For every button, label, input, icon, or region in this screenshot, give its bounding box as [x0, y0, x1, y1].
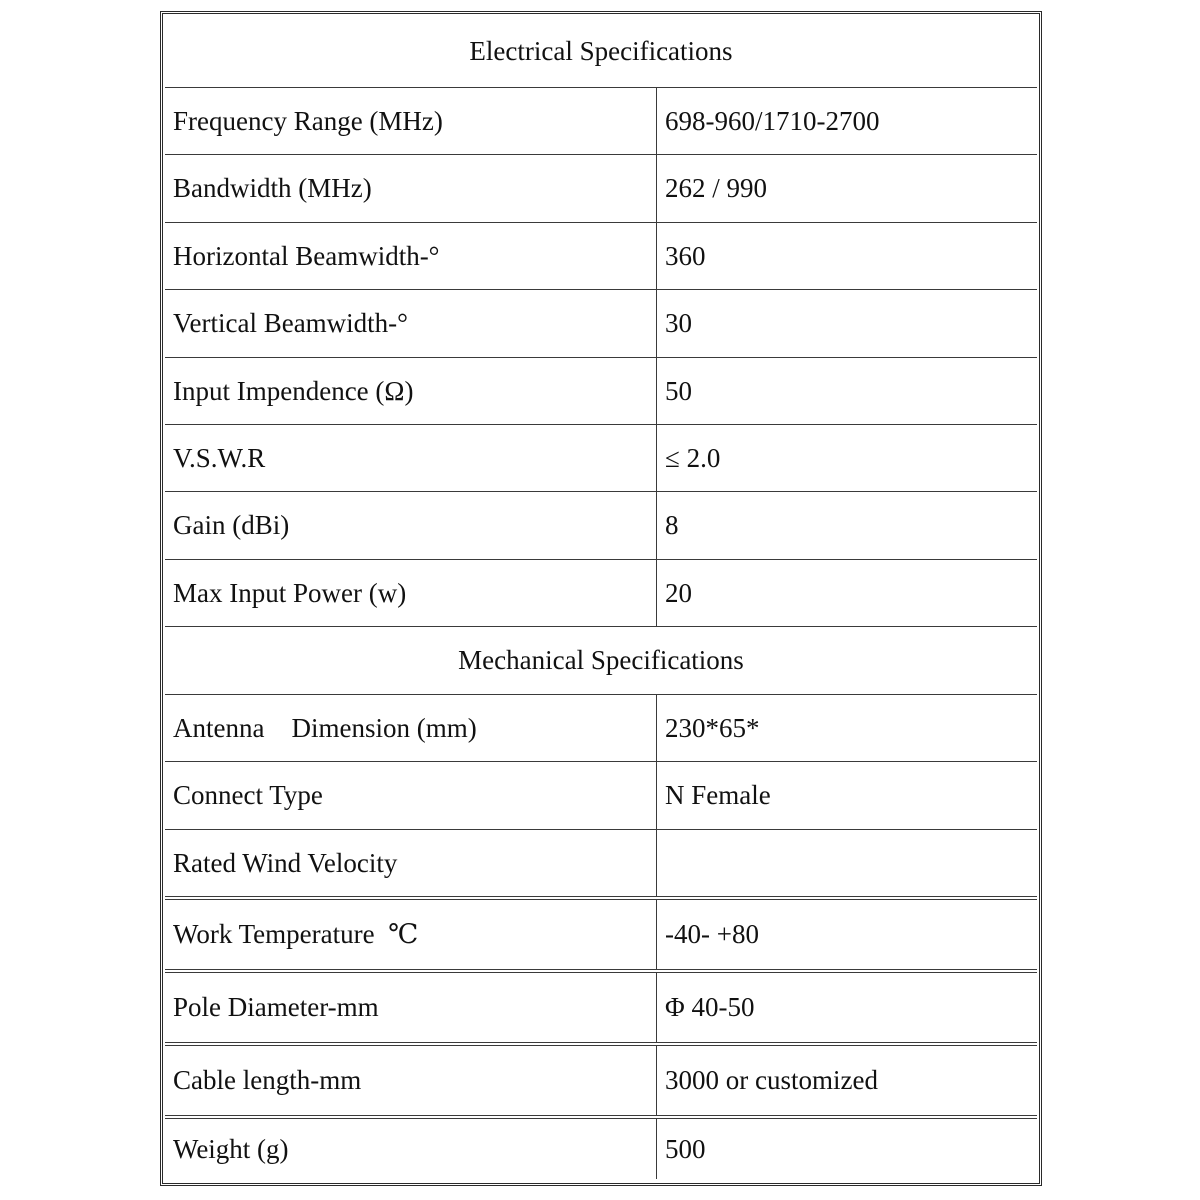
vertical-beamwidth-label: Vertical Beamwidth-° — [165, 290, 657, 357]
max-input-power-value: 20 — [665, 577, 692, 608]
antenna-dimension-label: Antenna Dimension (mm) — [165, 695, 657, 761]
table-row — [165, 695, 1037, 762]
cable-length-label: Cable length-mm — [165, 1046, 657, 1115]
vswr-label: V.S.W.R — [165, 425, 657, 491]
vswr-value: ≤ 2.0 — [665, 442, 721, 473]
table-row — [165, 762, 1037, 830]
table-row — [165, 1046, 1037, 1119]
electrical-section-title: Electrical Specifications — [469, 36, 733, 66]
gain-value: 8 — [665, 510, 679, 540]
table-row — [165, 358, 1037, 425]
table-row — [165, 425, 1037, 492]
table-row — [165, 492, 1037, 560]
bandwidth-value: 262 / 990 — [665, 173, 768, 203]
horizontal-beamwidth-value: 360 — [665, 240, 706, 271]
pole-diameter-label: Pole Diameter-mm — [165, 973, 657, 1042]
gain-label: Gain (dBi) — [165, 492, 657, 559]
table-row — [165, 155, 1037, 223]
spec-table-body — [165, 16, 1037, 1181]
antenna-dimension-value: 230*65* — [665, 712, 760, 743]
horizontal-beamwidth-label: Horizontal Beamwidth-° — [165, 223, 657, 289]
work-temperature-value: -40- +80 — [665, 919, 759, 949]
connect-type-value: N Female — [665, 780, 771, 810]
rated-wind-velocity-label: Rated Wind Velocity — [165, 830, 657, 896]
weight-label: Weight (g) — [165, 1119, 657, 1179]
input-impedance-value: 50 — [665, 375, 692, 406]
max-input-power-label: Max Input Power (w) — [165, 560, 657, 626]
table-row — [165, 973, 1037, 1046]
frequency-range-value: 698-960/1710-2700 — [665, 105, 880, 136]
electrical-header-row — [165, 16, 1037, 88]
mechanical-header-row — [165, 627, 1037, 695]
input-impedance-label: Input Impendence (Ω) — [165, 358, 657, 424]
work-temperature-label: Work Temperature ℃ — [165, 900, 657, 969]
table-row — [165, 1119, 1037, 1179]
cable-length-value: 3000 or customized — [665, 1065, 878, 1095]
table-row — [165, 88, 1037, 155]
table-row — [165, 290, 1037, 358]
mechanical-section-title: Mechanical Specifications — [458, 645, 744, 675]
bandwidth-label: Bandwidth (MHz) — [165, 155, 657, 222]
table-row — [165, 830, 1037, 900]
table-row — [165, 223, 1037, 290]
weight-value: 500 — [665, 1133, 706, 1164]
rated-wind-velocity-value — [657, 830, 1037, 896]
vertical-beamwidth-value: 30 — [665, 308, 692, 338]
pole-diameter-value: Φ 40-50 — [665, 992, 755, 1022]
spec-table — [160, 11, 1042, 1186]
frequency-range-label: Frequency Range (MHz) — [165, 88, 657, 154]
table-row — [165, 560, 1037, 627]
table-row — [165, 900, 1037, 973]
connect-type-label: Connect Type — [165, 762, 657, 829]
